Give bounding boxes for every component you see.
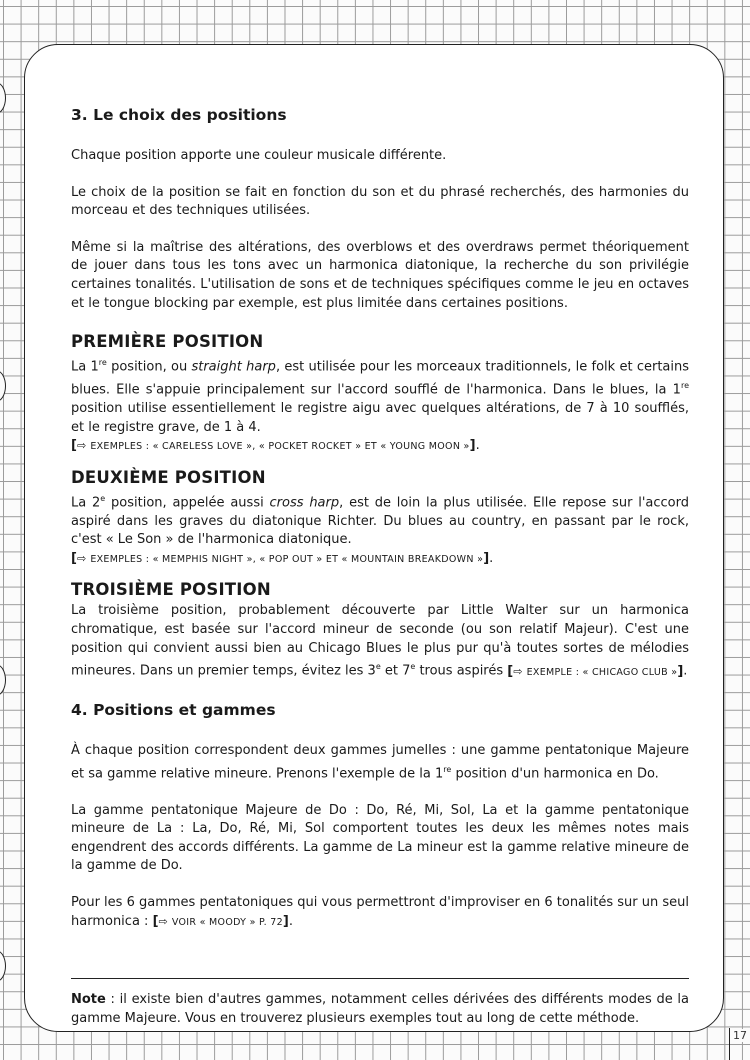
- superscript: e: [100, 493, 106, 503]
- superscript: re: [443, 764, 452, 774]
- example-reference-text: VOIR « MOODY » P. 72: [171, 916, 283, 928]
- note-paragraph: [71, 991, 689, 1028]
- superscript: e: [410, 662, 416, 672]
- troisieme-position-text: La troisième position, probablement découverte par Little Walter sur un harmonica chromatique, est basée sur l'accord mineur de seconde (ou son relatif Majeur). C'est une position qui convient aussi bien au Chicago Blues le plus pur qu'à toutes sortes de mélodies mineures. Dans un premier temps, évitez les 3e et 7e trous aspirés [⇨ EXEMPLE : « CHICAGO CLUB »].: [71, 603, 689, 679]
- binder-hole: [0, 664, 6, 696]
- binder-holes: [0, 0, 6, 1060]
- bracket-open: [: [71, 550, 77, 566]
- arrow-icon: ⇨: [158, 914, 168, 928]
- section-4-title: 4. Positions et gammes: [71, 701, 276, 720]
- troisieme-position-heading: TROISIÈME POSITION: [71, 580, 271, 600]
- text-run: , est utilisée pour les morceaux traditionnels, le folk et certains blues. Elle s'appuie principalement sur l'accord soufflé de l'harmonica. Dans le blues, la 1: [71, 359, 690, 398]
- text-run: position utilise essentiellement le registre aigu avec quelques altérations, de 7 à 10 soufflés, et le registre grave, de 1 à 4.: [71, 401, 689, 435]
- example-reference: [⇨ EXEMPLES : « MEMPHIS NIGHT », « POP OUT » ET « MOUNTAIN BREAKDOWN »].: [71, 550, 494, 566]
- example-reference-text: EXEMPLE : « CHICAGO CLUB »: [526, 666, 678, 678]
- arrow-icon: ⇨: [76, 439, 87, 453]
- section-3-paragraph: Chaque position apporte une couleur musicale différente.: [71, 148, 447, 163]
- superscript: re: [98, 358, 107, 368]
- page-content: [71, 105, 689, 1028]
- arrow-icon: ⇨: [76, 551, 87, 565]
- note-text: : il existe bien d'autres gammes, notamment celles dérivées des différents modes de la gamme Majeure. Vous en trouverez plusieurs exemples tout au long de cette méthode.: [71, 992, 689, 1026]
- text-run: position d'un harmonica en Do.: [451, 766, 659, 782]
- section-4-paragraph: [71, 742, 689, 784]
- note-label: Note: [71, 992, 106, 1008]
- text-run: À chaque position correspondent deux gammes jumelles : une gamme pentatonique Majeure et sa gamme relative mineure. Prenons l'exemple de la 1: [71, 743, 689, 782]
- bracket-close: ]: [282, 913, 289, 929]
- section-4-paragraph: Pour les 6 gammes pentatoniques qui vous permettront d'improviser en 6 tonalités sur un seul harmonica : [⇨ VOIR « MOODY » P. 72].: [71, 895, 689, 929]
- premiere-position-text: [71, 354, 689, 437]
- text-run: position, appelée aussi: [105, 495, 270, 511]
- deuxieme-position-heading: DEUXIÈME POSITION: [71, 467, 266, 487]
- binder-hole: [0, 82, 6, 114]
- bracket-close: ]: [469, 438, 476, 454]
- text-run: position, ou: [106, 359, 192, 375]
- page-corner-line: [729, 1028, 731, 1060]
- text-run: Pour les 6 gammes pentatoniques qui vous permettront d'improviser en 6 tonalités sur un seul harmonica :: [71, 895, 689, 929]
- section-3-paragraph: Même si la maîtrise des altérations, des overblows et des overdraws permet théoriquement de jouer dans tous les tons avec un harmonica diatonique, la recherche du son privilégie certaines tonalités. L'utilisation de sons et de techniques spécifiques comme le jeu en octaves et le tongue blocking par exemple, est plus limitée dans certaines positions.: [71, 239, 689, 311]
- bracket-open: [: [71, 438, 77, 454]
- arrow-icon: ⇨: [513, 664, 523, 678]
- section-3-paragraph: Le choix de la position se fait en fonction du son et du phrasé recherchés, des harmonies du morceau et des techniques utilisées.: [71, 184, 689, 219]
- section-4-paragraph: La gamme pentatonique Majeure de Do : Do, Ré, Mi, Sol, La et la gamme pentatonique mineure de La : La, Do, Ré, Mi, Sol comportent toutes les deux les mêmes notes mais engendrent des accords différents. La gamme de La mineur est la gamme relative mineure de la gamme de Do.: [71, 802, 689, 874]
- superscript: e: [375, 662, 381, 672]
- bracket-close: ]: [483, 550, 490, 566]
- text-run: et 7: [380, 663, 411, 679]
- binder-hole: [0, 950, 6, 982]
- example-reference-text: EXEMPLES : « MEMPHIS NIGHT », « POP OUT » ET « MOUNTAIN BREAKDOWN »: [90, 553, 484, 565]
- text-run: La 2: [71, 495, 101, 511]
- text-run: , est de loin la plus utilisée. Elle repose sur l'accord aspiré dans les graves du diatonique Richter. Du blues au country, en passant par le rock, c'est « Le Son » de l'harmonica diatonique.: [71, 495, 689, 548]
- example-reference-text: EXEMPLES : « CARELESS LOVE », « POCKET ROCKET » ET « YOUNG MOON »: [90, 441, 470, 453]
- bracket-close: ]: [677, 663, 684, 679]
- section-3-title: 3. Le choix des positions: [71, 106, 287, 124]
- italic-term: cross harp: [269, 495, 340, 511]
- superscript: re: [680, 381, 689, 391]
- premiere-position-heading: PREMIÈRE POSITION: [71, 332, 264, 352]
- divider: [71, 978, 689, 979]
- text-run: La troisième position, probablement découverte par Little Walter sur un harmonica chromatique, est basée sur l'accord mineur de seconde (ou son relatif Majeur). C'est une position qui convient aussi bien au Chicago Blues le plus pur qu'à toutes sortes de mélodies mineures. Dans un premier temps, évitez les 3: [71, 603, 689, 679]
- text-run: La 1: [71, 359, 99, 375]
- binder-hole: [0, 370, 6, 402]
- deuxieme-position-text: [71, 490, 689, 550]
- bracket-open: [: [507, 663, 514, 679]
- bracket-open: [: [152, 913, 159, 929]
- content-card: [24, 44, 724, 1032]
- page-number: 17: [733, 1029, 747, 1042]
- text-run: trous aspirés: [415, 663, 508, 679]
- example-reference: [⇨ EXEMPLES : « CARELESS LOVE », « POCKET ROCKET » ET « YOUNG MOON »].: [71, 438, 480, 454]
- italic-term: straight harp: [191, 359, 276, 375]
